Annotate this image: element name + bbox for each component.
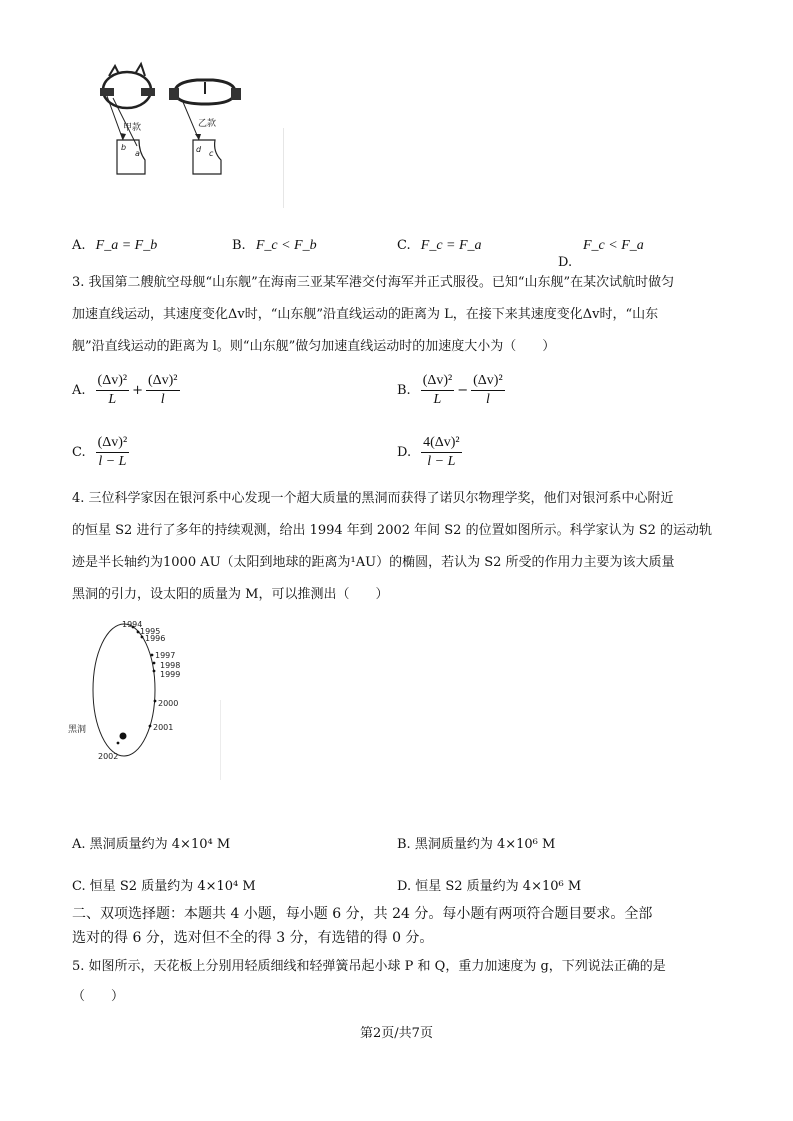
q5-line-2: （ ） [72,989,125,1004]
orbit-point-1995 [137,631,140,634]
orbit-point-1998 [153,662,156,665]
orbit-label-1997: 1997 [155,651,176,660]
q3-opt-d-frac: $\frac{\text{4(Δv)²}}{l - L}$ [423,435,460,469]
q2-option-b[interactable] [232,238,317,254]
orbit-label-2002: 2002 [98,752,119,761]
q3-opt-c-label: C. [72,445,86,460]
q4-line-4: 黑洞的引力，设太阳的质量为 M，可以推测出（ ） [72,587,389,602]
q4-line-3: 迹是半长轴约为1000 AU（太阳到地球的距离为¹AU）的椭圆，若认为 S2 所受的作用力主要为该大质量 [72,555,675,570]
q2-opt-b-label: B. [232,238,246,253]
orbit-label-1996: 1996 [145,634,166,643]
q3-opt-b-frac-1: $\frac{\text{(Δv)²}}{L}$ [422,373,453,407]
orbit-label-1998: 1998 [160,661,181,670]
label-b: b [121,143,127,152]
q3-opt-b-label: B. [397,383,411,398]
q3-opt-a-plus: + [132,383,143,398]
q3-opt-b-minus: − [457,383,469,398]
orbit-label-1994: 1994 [122,620,143,629]
orbit-label-1999: 1999 [160,670,181,679]
q2-option-a[interactable] [72,238,157,254]
q3-option-d[interactable] [397,434,462,471]
black-hole-dot [120,733,127,740]
q2-option-d-label[interactable]: D. [558,255,573,270]
q3-opt-a-frac-1: $\frac{\text{(Δv)²}}{L}$ [97,373,128,407]
faint-divider [283,128,284,208]
orbit-point-1997 [151,654,154,657]
q4-option-b[interactable]: B. 黑洞质量约为 4×10⁶ M [397,837,556,852]
q3-line-1: 3. 我国第二艘航空母舰“山东舰”在海南三亚某军港交付海军并正式服役。已知“山东舰”在某次试航时做匀 [72,275,675,290]
q3-line-3: 舰”沿直线运动的距离为 l。则“山东舰”做匀加速直线运动时的加速度大小为（ ） [72,339,556,354]
orbit-label-1995: 1995 [140,627,161,636]
q2-option-d-math: F_c < F_a [583,238,644,253]
orbit-label-2001: 2001 [153,723,174,732]
q4-option-c[interactable]: C. 恒星 S2 质量约为 4×10⁴ M [72,879,256,894]
q3-opt-b-frac-2: $\frac{\text{(Δv)²}}{l}$ [473,373,503,407]
q4-line-2: 的恒星 S2 进行了多年的持续观测，给出 1994 年到 2002 年间 S2 的位置如图所示。科学家认为 S2 的运动轨 [72,523,713,538]
page-footer: 第2页/共7页 [360,1026,433,1041]
label-c: c [209,149,214,158]
orbit-point-1999 [153,670,156,673]
orbit-point-2001 [149,725,152,728]
section2-line-1: 二、双项选择题：本题共 4 小题，每小题 6 分，共 24 分。每小题有两项符合题目要求。全部 [72,906,653,922]
orbit-point-1996 [141,636,144,639]
q2-opt-c-label: C. [397,238,411,253]
q2-opt-a-math: F_a = F_b [95,238,158,253]
q4-line-1: 4. 三位科学家因在银河系中心发现一个超大质量的黑洞而获得了诺贝尔物理学奖，他们对银河系中心附近 [72,491,674,506]
q3-opt-a-label: A. [72,383,86,398]
orbit-label-2000: 2000 [158,699,179,708]
q2-option-c[interactable] [397,238,482,254]
orbit-point-2000 [154,700,157,703]
q5-line-1: 5. 如图所示，天花板上分别用轻质细线和轻弹簧吊起小球 P 和 Q，重力加速度为 g，下列说法正确的是 [72,959,666,974]
q3-opt-a-frac-2: $\frac{\text{(Δv)²}}{l}$ [147,373,178,407]
q3-option-a[interactable] [72,372,180,409]
q2-opt-c-math: F_c = F_a [420,238,482,253]
q3-option-c[interactable] [72,434,129,471]
q4-option-a[interactable]: A. 黑洞质量约为 4×10⁴ M [72,837,231,852]
q2-opt-b-math: F_c < F_b [255,238,317,253]
q4-option-d[interactable]: D. 恒星 S2 质量约为 4×10⁶ M [397,879,582,894]
q3-option-b[interactable] [397,372,505,409]
label-jia: 甲款 [123,123,142,133]
section2-line-2: 选对的得 6 分，选对但不全的得 3 分，有选错的得 0 分。 [72,930,434,946]
q2-opt-a-label: A. [72,238,86,253]
orbit-figure [62,615,202,765]
label-a: a [135,149,140,158]
q3-opt-c-frac: $\frac{\text{(Δv)²}}{l - L}$ [97,435,128,469]
label-yi: 乙款 [198,119,217,129]
top-figure [95,60,245,185]
faint-divider-2 [220,700,221,780]
black-hole-label: 黑洞 [68,725,87,735]
q3-line-2: 加速直线运动，其速度变化Δv时，“山东舰”沿直线运动的距离为 L，在接下来其速度变化Δv时，“山东 [72,307,659,322]
label-d: d [196,145,202,154]
orbit-point-2002 [117,742,120,745]
q3-opt-d-label: D. [397,445,412,460]
